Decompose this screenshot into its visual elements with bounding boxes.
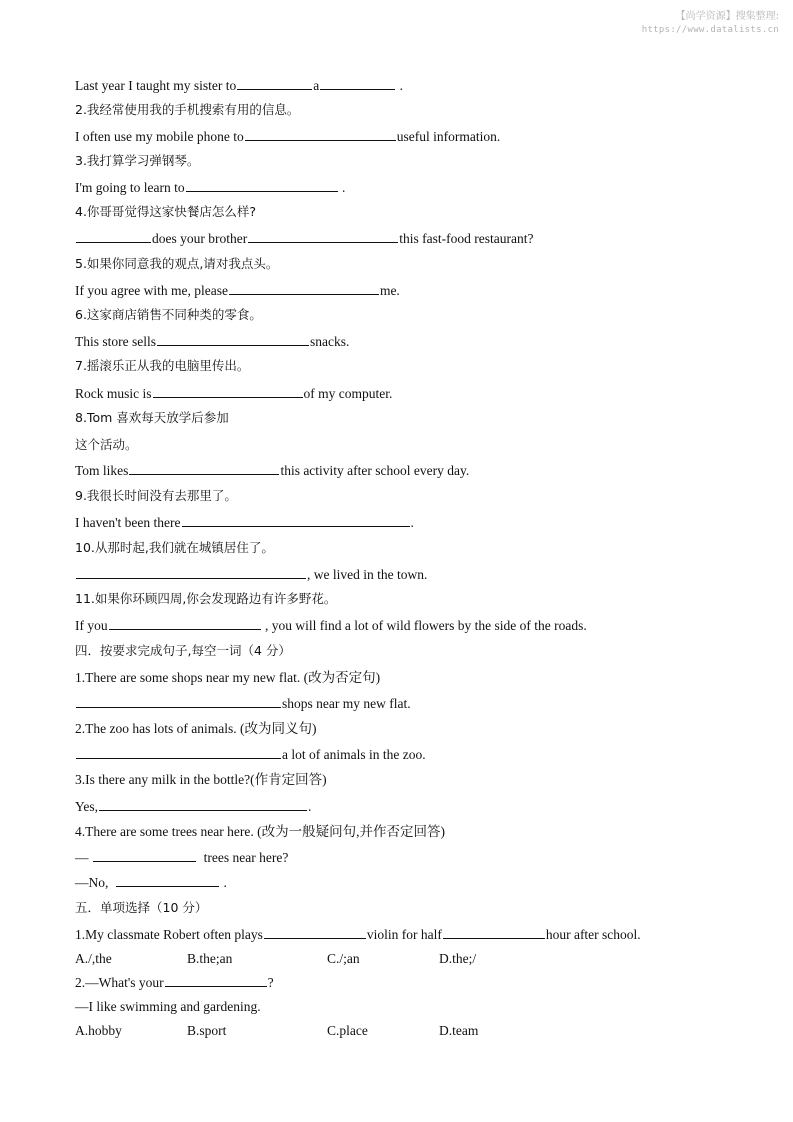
watermark	[609, 10, 779, 36]
answer-blank[interactable]	[165, 974, 267, 987]
prompt-text: violin for half	[366, 927, 442, 942]
question-line	[75, 926, 753, 944]
answer-blank[interactable]	[129, 462, 279, 475]
prompt-text: , we lived in the town.	[307, 567, 428, 582]
section-heading: 五．单项选择（10 分）	[75, 900, 208, 915]
question-line: 1.There are some shops near my new flat. (改为否定句)	[75, 670, 381, 685]
question-line	[75, 385, 753, 403]
question-line	[75, 77, 753, 95]
prompt-text: If you agree with me, please	[75, 283, 228, 298]
chinese-prompt: 5.如果你同意我的观点,请对我点头。	[75, 256, 279, 271]
chinese-prompt: 9.我很长时间没有去那里了。	[75, 488, 237, 503]
question-line	[75, 695, 753, 713]
question-line: 2.The zoo has lots of animals. (改为同义句)	[75, 721, 317, 736]
answer-blank[interactable]	[76, 230, 151, 243]
prompt-text: trees near here?	[203, 850, 289, 865]
answer-blank[interactable]	[116, 874, 219, 887]
prompt-text: of my computer.	[303, 386, 393, 401]
prompt-text: Yes,	[75, 799, 99, 814]
prompt-text: I haven't been there	[75, 515, 181, 530]
answer-blank[interactable]	[229, 282, 379, 295]
option-c[interactable]: C./;an	[327, 951, 360, 966]
prompt-text: shops near my new flat.	[282, 696, 411, 711]
answer-blank[interactable]	[93, 849, 196, 862]
chinese-prompt: 6.这家商店销售不同种类的零食。	[75, 307, 262, 322]
option-a[interactable]: A./,the	[75, 951, 112, 966]
question-line: 4.There are some trees near here. (改为一般疑问句,并作否定回答)	[75, 824, 446, 839]
chinese-prompt: 2.我经常使用我的手机搜索有用的信息。	[75, 102, 300, 117]
prompt-text: —	[75, 850, 89, 865]
question-line	[75, 874, 753, 892]
question-line	[75, 798, 753, 816]
answer-blank[interactable]	[443, 926, 545, 939]
question-line: —I like swimming and gardening.	[75, 999, 261, 1014]
question-line	[75, 179, 753, 197]
prompt-text: me.	[379, 283, 400, 298]
answer-blank[interactable]	[76, 695, 281, 708]
prompt-text: I'm going to learn to	[75, 180, 185, 195]
prompt-text: Last year I taught my sister to	[75, 78, 237, 93]
prompt-text: this activity after school every day.	[280, 463, 470, 478]
answer-blank[interactable]	[109, 617, 261, 630]
option-d[interactable]: D.team	[439, 1023, 479, 1038]
prompt-text: .	[342, 180, 346, 195]
prompt-text: , you will find a lot of wild flowers by the side of the roads.	[265, 618, 587, 633]
chinese-prompt: 7.摇滚乐正从我的电脑里传出。	[75, 358, 250, 373]
question-line	[75, 849, 753, 867]
watermark-source: 【尚学资源】搜集整理:	[675, 11, 779, 22]
prompt-text: useful information.	[396, 129, 501, 144]
answer-blank[interactable]	[245, 128, 396, 141]
prompt-text: .	[399, 78, 403, 93]
prompt-text: —No,	[75, 875, 109, 890]
chinese-prompt: 11.如果你环顾四周,你会发现路边有许多野花。	[75, 591, 337, 606]
answer-blank[interactable]	[76, 566, 306, 579]
answer-blank[interactable]	[76, 746, 281, 759]
answer-blank[interactable]	[153, 385, 303, 398]
prompt-text: this fast-food restaurant?	[399, 231, 534, 246]
prompt-text: ?	[267, 975, 274, 990]
chinese-prompt: 3.我打算学习弹钢琴。	[75, 153, 200, 168]
option-c[interactable]: C.place	[327, 1023, 368, 1038]
prompt-text: If you	[75, 618, 108, 633]
prompt-text: does your brother	[152, 231, 248, 246]
watermark-url: https://www.datalists.cn	[641, 25, 779, 35]
answer-blank[interactable]	[157, 333, 309, 346]
answer-blank[interactable]	[237, 77, 312, 90]
option-b[interactable]: B.sport	[187, 1023, 227, 1038]
option-b[interactable]: B.the;an	[187, 951, 233, 966]
question-line: 3.Is there any milk in the bottle?(作肯定回答)	[75, 772, 327, 787]
question-line	[75, 617, 753, 635]
answer-blank[interactable]	[182, 514, 410, 527]
chinese-prompt: 8.Tom 喜欢每天放学后参加	[75, 410, 229, 425]
prompt-text: Rock music is	[75, 386, 152, 401]
prompt-text: Tom likes	[75, 463, 129, 478]
prompt-text: hour after school.	[545, 927, 641, 942]
chinese-prompt: 这个活动。	[75, 437, 138, 452]
answer-blank[interactable]	[264, 926, 366, 939]
options-row	[75, 1022, 753, 1040]
option-a[interactable]: A.hobby	[75, 1023, 122, 1038]
question-line	[75, 566, 753, 584]
question-line	[75, 333, 753, 351]
question-line	[75, 282, 753, 300]
prompt-text: 2.—What's your	[75, 975, 164, 990]
question-line	[75, 514, 753, 532]
answer-blank[interactable]	[248, 230, 398, 243]
chinese-prompt: 10.从那时起,我们就在城镇居住了。	[75, 540, 274, 555]
answer-blank[interactable]	[186, 179, 338, 192]
prompt-text: .	[410, 515, 414, 530]
prompt-text: .	[308, 799, 312, 814]
options-row	[75, 950, 753, 968]
section-heading: 四．按要求完成句子,每空一词（4 分）	[75, 643, 291, 658]
prompt-text: This store sells	[75, 334, 156, 349]
prompt-text: snacks.	[310, 334, 350, 349]
prompt-text: 1.My classmate Robert often plays	[75, 927, 263, 942]
question-line	[75, 974, 753, 992]
question-line	[75, 128, 753, 146]
option-d[interactable]: D.the;/	[439, 951, 477, 966]
answer-blank[interactable]	[320, 77, 395, 90]
prompt-text: .	[223, 875, 227, 890]
chinese-prompt: 4.你哥哥觉得这家快餐店怎么样?	[75, 204, 257, 219]
prompt-text: a lot of animals in the zoo.	[282, 747, 426, 762]
prompt-text: a	[313, 78, 320, 93]
question-line	[75, 230, 753, 248]
prompt-text: I often use my mobile phone to	[75, 129, 244, 144]
answer-blank[interactable]	[99, 798, 307, 811]
question-line	[75, 462, 753, 480]
question-line	[75, 746, 753, 764]
